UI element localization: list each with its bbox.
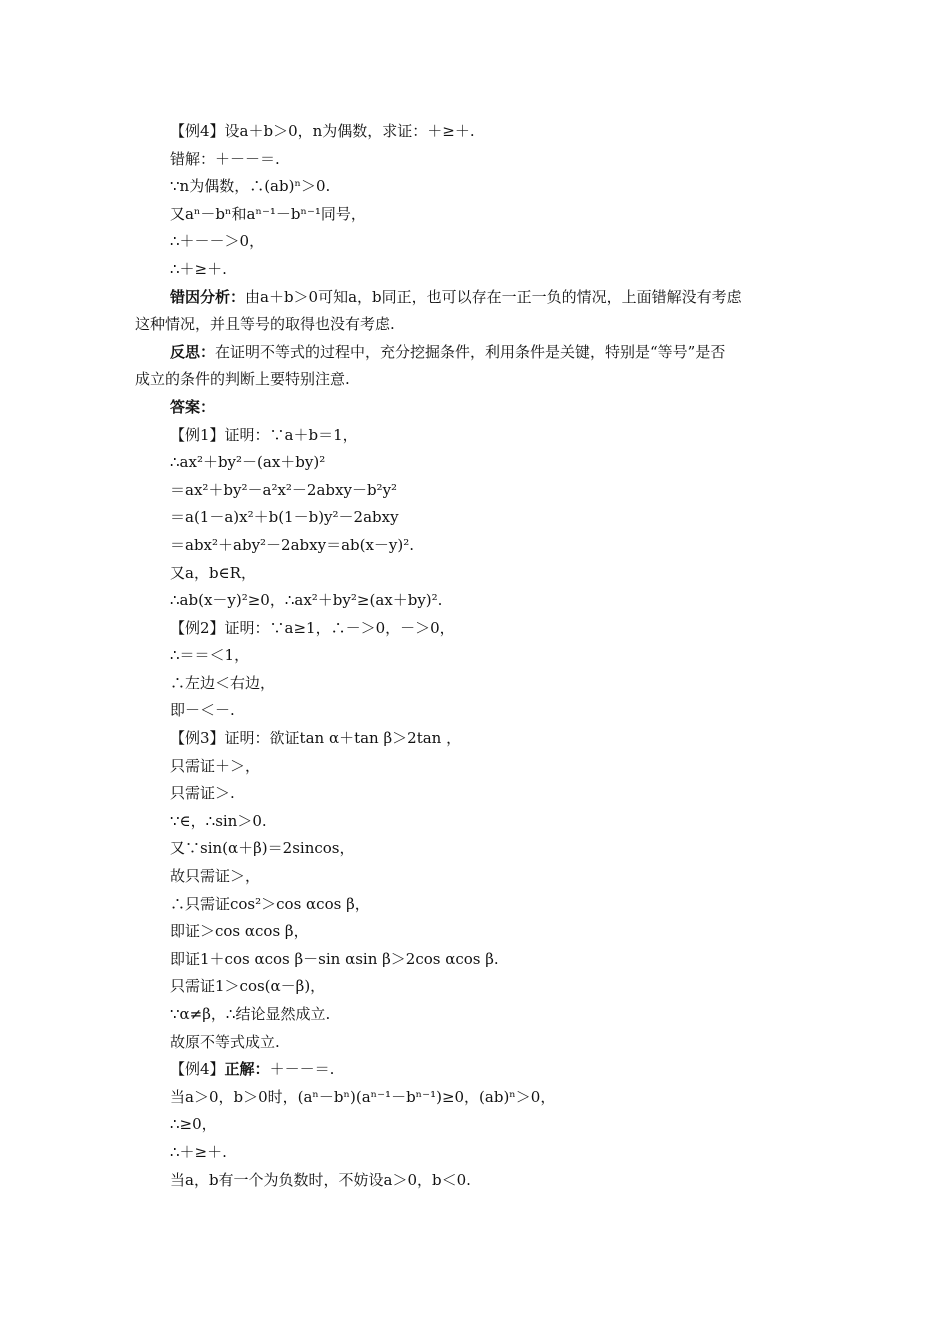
answer-line: 只需证＋＞， — [170, 756, 261, 775]
answer-line: ＝a(1－a)x²＋b(1－b)y²－2abxy — [170, 508, 399, 527]
document-content — [135, 118, 815, 1194]
answer-line: 又a，b∈R， — [170, 563, 256, 582]
answer-heading: 答案： — [170, 397, 216, 416]
error-analysis-text: 由a＋b＞0可知a，b同正，也可以存在一正一负的情况，上面错解没有考虑 — [245, 287, 742, 306]
example-4-problem: 【例4】设a＋b＞0，n为偶数，求证：＋≥＋. — [170, 122, 475, 140]
example-4-prefix: 【例4】 — [170, 1060, 225, 1079]
answer-line: ∵α≠β，∴结论显然成立. — [170, 1005, 331, 1023]
answer-line: 只需证＞. — [170, 784, 235, 803]
error-analysis-line1 — [170, 284, 815, 312]
answer-line: 故原不等式成立. — [170, 1032, 280, 1051]
answer-line: ∴只需证cos²＞cos αcos β， — [170, 894, 370, 913]
answer-line: ∴ax²＋by²－(ax＋by)² — [170, 453, 326, 472]
answer-line: ∴ab(x－y)²≥0，∴ax²＋by²≥(ax＋by)². — [170, 591, 443, 610]
answer-line: 即－＜－. — [170, 701, 235, 720]
answer-line: 【例2】证明：∵a≥1，∴－＞0，－＞0， — [170, 618, 455, 637]
reflection-line1 — [170, 339, 815, 367]
example-4-correct-solution — [170, 1056, 815, 1084]
answer-line: ∴＝＝＜1， — [170, 646, 250, 665]
wrong-solution: 错解：＋－－＝. — [170, 149, 280, 168]
reflection-label: 反思： — [170, 342, 216, 361]
answer-line: 又∵sin(α＋β)＝2sincos， — [170, 839, 355, 858]
answer-line: 只需证1＞cos(α－β)， — [170, 977, 326, 996]
correct-solution-label: 正解： — [224, 1060, 270, 1079]
math-line: ∴＋≥＋. — [170, 259, 227, 278]
error-analysis-label: 错因分析： — [170, 287, 246, 306]
answer-line: 【例3】证明：欲证tan α＋tan β＞2tan ， — [170, 729, 462, 748]
math-line: ∵n为偶数，∴(ab)ⁿ＞0. — [170, 177, 331, 196]
answer-line: 即证1＋cos αcos β－sin αsin β＞2cos αcos β. — [170, 949, 499, 968]
final-line: 当a＞0，b＞0时，(aⁿ－bⁿ)(aⁿ⁻¹－bⁿ⁻¹)≥0，(ab)ⁿ＞0， — [170, 1087, 556, 1106]
correct-solution-text: ＋－－＝. — [269, 1060, 335, 1079]
final-line: ∴＋≥＋. — [170, 1142, 227, 1161]
reflection-line2: 成立的条件的判断上要特别注意. — [135, 370, 350, 389]
math-line: ∴＋－－＞0， — [170, 232, 265, 251]
answer-line: ∵∈，∴sin＞0. — [170, 811, 267, 830]
error-analysis-line2: 这种情况，并且等号的取得也没有考虑. — [135, 315, 395, 334]
final-line: ∴≥0， — [170, 1115, 217, 1134]
answer-line: 故只需证＞， — [170, 867, 261, 886]
final-line: 当a，b有一个为负数时，不妨设a＞0，b＜0. — [170, 1170, 471, 1189]
reflection-text: 在证明不等式的过程中，充分挖掘条件，利用条件是关键，特别是“等号”是否 — [215, 342, 726, 361]
answer-line: 【例1】证明：∵a＋b＝1， — [170, 425, 358, 444]
answer-line: ＝abx²＋aby²－2abxy＝ab(x－y)². — [170, 535, 415, 554]
answer-line: ＝ax²＋by²－a²x²－2abxy－b²y² — [170, 480, 398, 499]
math-line: 又aⁿ－bⁿ和aⁿ⁻¹－bⁿ⁻¹同号， — [170, 204, 366, 223]
answer-line: 即证＞cos αcos β， — [170, 922, 309, 941]
answer-line: ∴左边＜右边， — [170, 673, 276, 692]
